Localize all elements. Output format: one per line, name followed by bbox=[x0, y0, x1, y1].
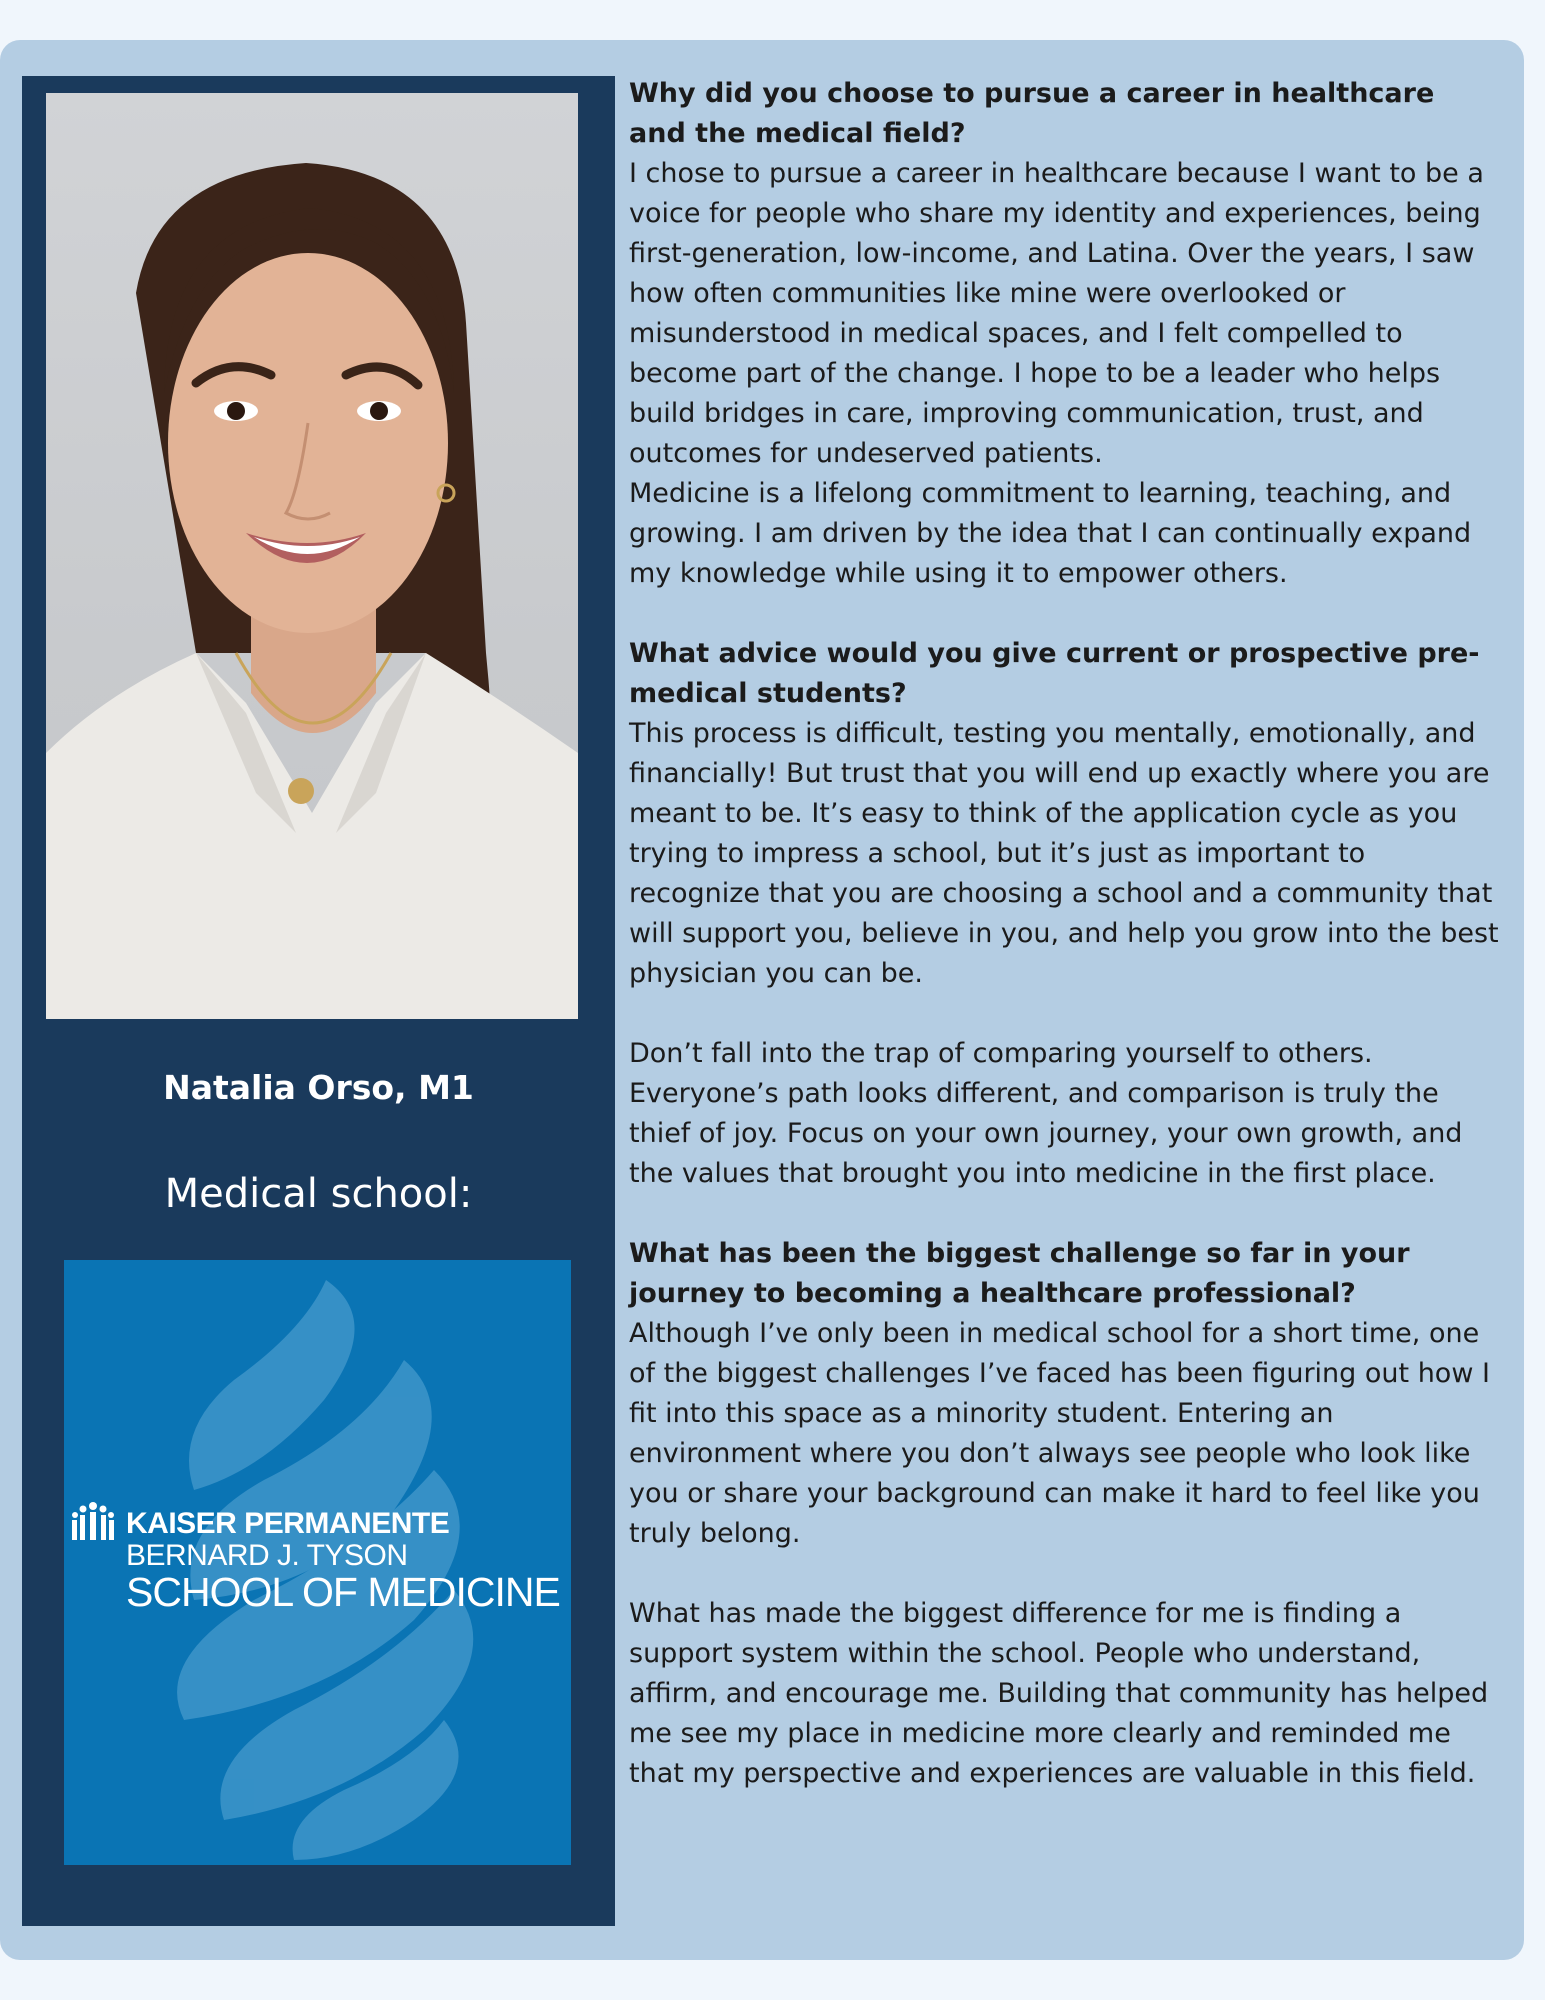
answer-1-paragraph-1: I chose to pursue a career in healthcare because I want to be a voice for people who share my identity and experiences, being first-generation, low-income, and Latina. Over the years, I saw how often communities like mine were overlooked or misunderstood in medical spaces, and I felt compelled to become part of the change. I hope to be a leader who helps build bridges in care, improving communication, trust, and outcomes for undeserved patients. bbox=[629, 158, 1484, 469]
answer-1-paragraph-2: Medicine is a lifelong commitment to learning, teaching, and growing. I am driven by the idea that I can continually expand my knowledge while using it to empower others. bbox=[629, 478, 1472, 589]
medical-school-label: Medical school: bbox=[164, 1171, 473, 1217]
answer-2-paragraph-1: This process is difficult, testing you mentally, emotionally, and financially! But trust that you will end up exactly where you are meant to be. It’s easy to think of the application cycle as you trying to impress a school, but it’s just as important to recognize that you are choosing a school and a community that will support you, believe in you, and help you grow into the best physician you can be. bbox=[629, 718, 1499, 989]
logo-text bbox=[126, 1508, 560, 1614]
logo-line-2: BERNARD J. TYSON bbox=[126, 1538, 408, 1572]
school-logo bbox=[64, 1260, 571, 1865]
logo-line-3: SCHOOL OF MEDICINE bbox=[126, 1569, 560, 1615]
profile-card bbox=[0, 40, 1524, 1960]
answer-3-paragraph-1: Although I’ve only been in medical school for a short time, one of the biggest challenges I’ve faced has been figuring out how I fit into this space as a minority student. Entering an environment where you don’t always see people who look like you or share your background can make it hard to feel like you truly belong. bbox=[629, 1318, 1490, 1549]
answer-2-paragraph-2: Don’t fall into the trap of comparing yourself to others. Everyone’s path looks different, and comparison is truly the thief of joy. Focus on your own journey, your own growth, and the values that brought you into medicine in the first place. bbox=[629, 1038, 1463, 1189]
profile-sidebar bbox=[22, 76, 615, 1926]
question-2: What advice would you give current or prospective pre-medical students? bbox=[629, 638, 1480, 709]
logo-line-1: KAISER PERMANENTE bbox=[126, 1507, 450, 1540]
answer-3-paragraph-2: What has made the biggest difference for me is finding a support system within the school. People who understand, affirm, and encourage me. Building that community has helped me see my place in medicine more clearly and reminded me that my perspective and experiences are valuable in this field. bbox=[629, 1598, 1489, 1789]
kaiser-mark-icon bbox=[68, 1500, 118, 1544]
portrait-photo bbox=[46, 93, 578, 1019]
student-name: Natalia Orso, M1 bbox=[163, 1068, 474, 1107]
question-1: Why did you choose to pursue a career in healthcare and the medical field? bbox=[629, 78, 1435, 149]
question-3: What has been the biggest challenge so far in your journey to becoming a healthcare professional? bbox=[629, 1238, 1410, 1309]
interview-content bbox=[629, 74, 1499, 1794]
